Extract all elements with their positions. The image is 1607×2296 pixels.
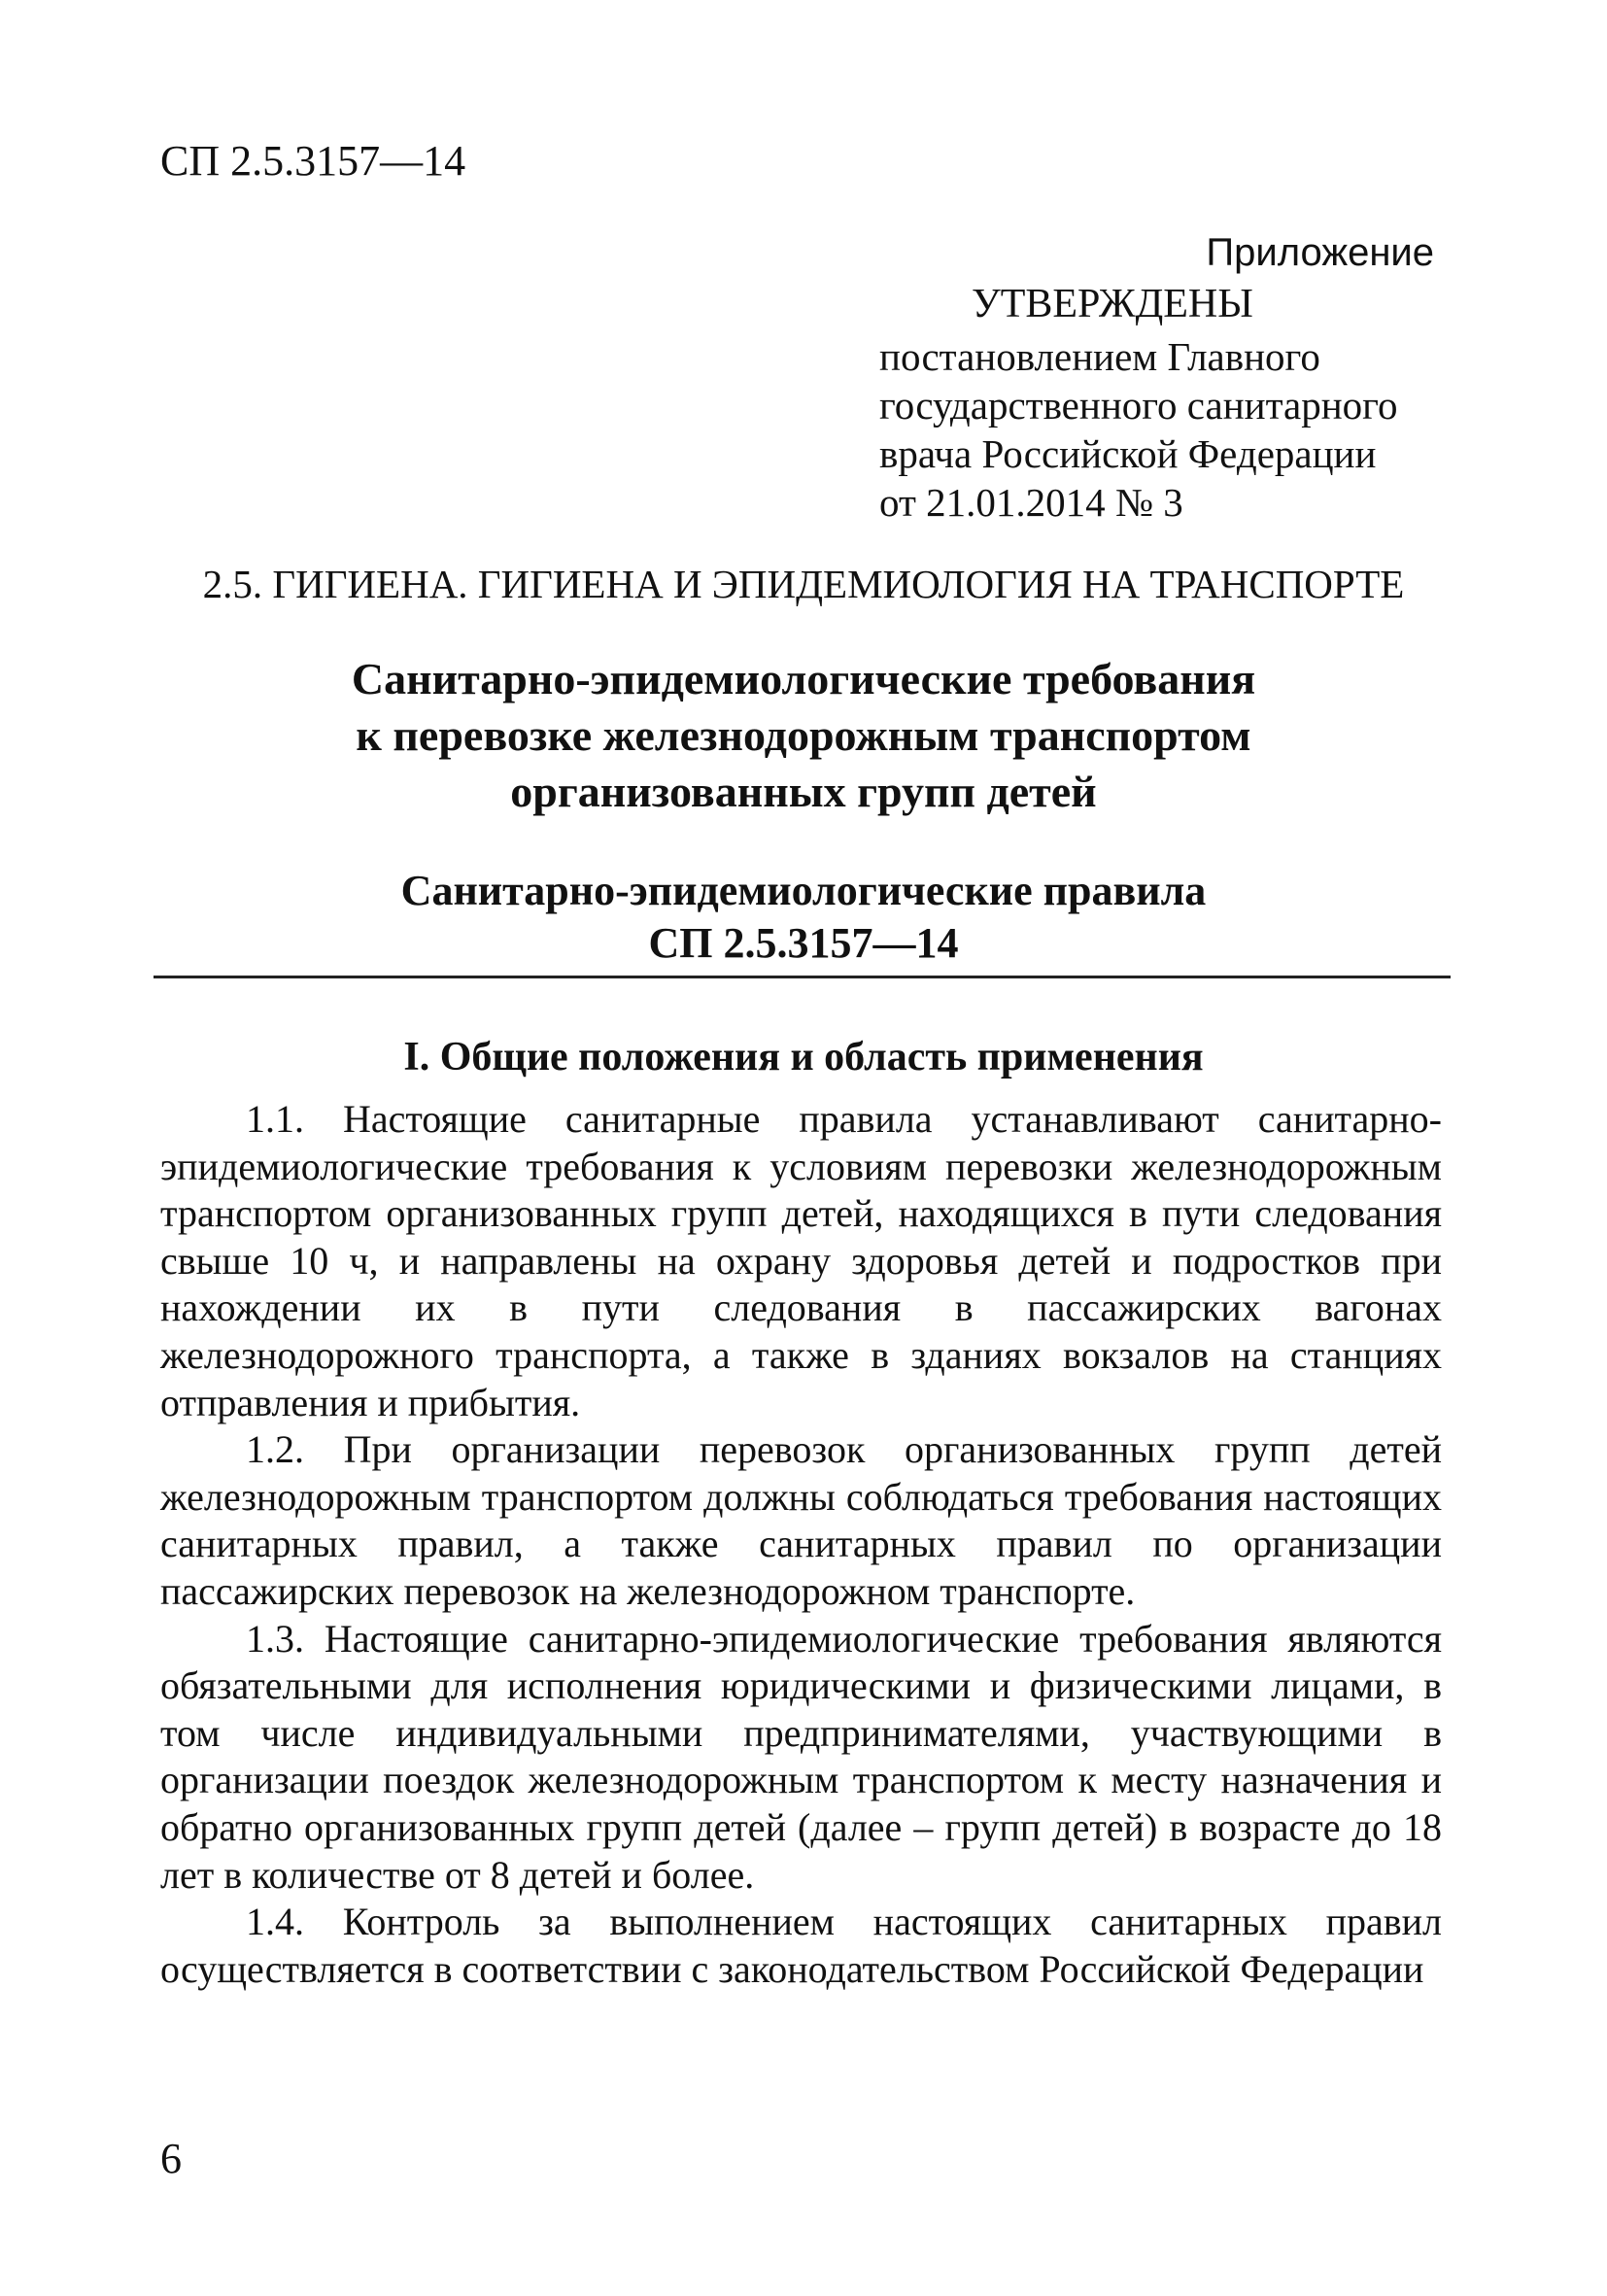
approval-line: государственного санитарного: [879, 383, 1398, 428]
main-title-line: организованных групп детей: [510, 767, 1097, 816]
approval-line: врача Российской Федерации: [879, 431, 1377, 476]
approval-date-line: от 21.01.2014 № 3: [879, 480, 1183, 525]
document-code: СП 2.5.3157—14: [160, 137, 466, 185]
main-title-line: Санитарно-эпидемиологические требования: [351, 654, 1256, 703]
paragraph-1-1: 1.1. Настоящие санитарные правила устанавливают санитарно-эпидемиологические требования к условиям перевозки железнодорожным транспортом организованных групп детей, находящихся в пути следования свыше 10 ч, и направлены на охрану здоровья детей и подростков при нахождении их в пути следования в пассажирских вагонах железнодорожного транспорта, а также в зданиях вокзалов на станциях отправления и прибытия.: [160, 1097, 1442, 1424]
paragraph-1-2: 1.2. При организации перевозок организованных групп детей железнодорожным транспортом должны соблюдаться требования настоящих санитарных правил, а также санитарных правил по организации пассажирских перевозок на железнодорожном транспорте.: [160, 1427, 1442, 1613]
rules-code-line: СП 2.5.3157—14: [648, 919, 959, 967]
title-divider: [154, 976, 1451, 978]
section-heading: 2.5. ГИГИЕНА. ГИГИЕНА И ЭПИДЕМИОЛОГИЯ НА ТРАНСПОРТЕ: [202, 562, 1405, 606]
paragraph-1-3: 1.3. Настоящие санитарно-эпидемиологические требования являются обязательными для исполнения юридическими и физическими лицами, в том числе индивидуальными предпринимателями, участвующими в организации поездок железнодорожным транспортом к месту назначения и обратно организованных групп детей (далее – групп детей) в возрасте до 18 лет в количестве от 8 детей и более.: [160, 1616, 1442, 1897]
approval-line: постановлением Главного: [879, 334, 1320, 379]
appendix-label: Приложение: [1206, 231, 1434, 274]
page-number: 6: [160, 2135, 182, 2182]
paragraph-1-4: 1.4. Контроль за выполнением настоящих санитарных правил осуществляется в соответствии с законодательством Российской Федерации: [160, 1900, 1442, 1991]
approval-block: [879, 280, 1397, 527]
rules-title: [160, 865, 1447, 970]
rules-title-line: Санитарно-эпидемиологические правила: [400, 867, 1207, 914]
main-title-line: к перевозке железнодорожным транспортом: [356, 710, 1251, 760]
chapter-heading: I. Общие положения и область применения: [403, 1035, 1204, 1079]
main-title: [160, 651, 1447, 820]
body-text: [160, 1096, 1442, 1993]
approved-word: УТВЕРЖДЕНЫ: [972, 282, 1253, 326]
